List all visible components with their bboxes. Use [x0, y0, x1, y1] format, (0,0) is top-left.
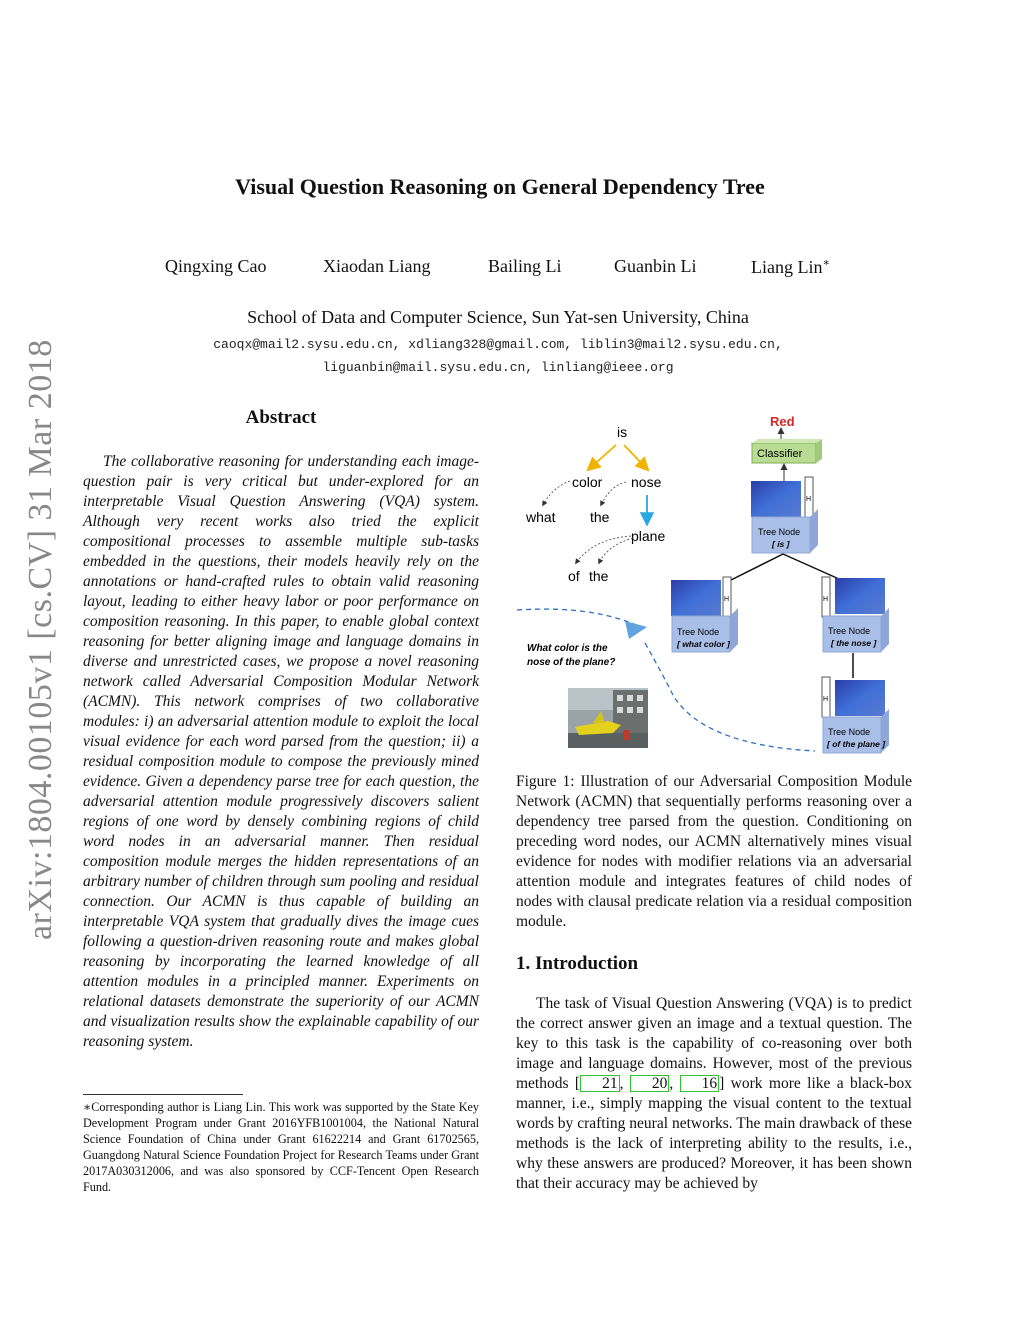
h-label: H: [806, 496, 812, 503]
word-nose: nose: [631, 474, 662, 490]
footnote: ∗Corresponding author is Liang Lin. This work was supported by the State Key Development Program under Grant 2016YFB1001004, the National Natural Science Foundation of China under Grant 61622214 and Grant 61702565, Guangdong Natural Science Foundation Project for Research Teams under Grant 2017A030312006, and was also sponsored by CCF-Tencent Open Research Fund.: [83, 1100, 479, 1194]
intro-paragraph: [516, 994, 912, 1194]
word-is: is: [617, 424, 628, 440]
author-name: Bailing Li: [488, 256, 562, 276]
author-name: Xiaodan Liang: [323, 256, 431, 276]
h-label: H: [823, 696, 829, 703]
classifier-side: [816, 439, 822, 463]
word-the-2: the: [589, 568, 609, 584]
h-label: H: [724, 596, 730, 603]
figure-diagram: [513, 405, 913, 765]
cite-separator: ,: [619, 1075, 630, 1092]
citation-link[interactable]: 21: [580, 1075, 620, 1092]
word-color: color: [572, 474, 603, 490]
arrow-nose-the: [601, 482, 626, 505]
question-line: What color is the: [527, 643, 608, 654]
paper-title: Visual Question Reasoning on General Dependency Tree: [235, 174, 765, 199]
edge-root-left: [725, 554, 783, 583]
attention-map: [751, 481, 801, 517]
footnote-rule: [83, 1094, 243, 1095]
arrow-color-what: [543, 481, 570, 505]
node-title: Tree Node: [758, 527, 801, 537]
author-name-corresponding: [751, 256, 830, 278]
classifier-label: Classifier: [757, 448, 803, 460]
intro-text: ] work more like a black-box manner, i.e., simply mapping the visual content to the textual words by crafting neural networks. The main drawback of these methods is the lack of interpreting ability to the results, i.e., why these answers are produced? Moreover, it has been shown that their accuracy may be achieved by: [516, 1075, 913, 1192]
emails-line: liguanbin@mail.sysu.edu.cn, linliang@ieee.org: [322, 360, 674, 375]
intro-body: [516, 994, 912, 1194]
dashed-flow-image: [645, 643, 815, 751]
attention-map: [835, 680, 885, 716]
node-title: Tree Node: [828, 626, 871, 636]
answer-label: Red: [770, 414, 795, 429]
node-sub: [ the nose ]: [831, 638, 877, 648]
author-name: Liang Lin: [751, 257, 823, 277]
abstract-heading: Abstract: [245, 407, 317, 428]
node-sub: [ what color ]: [677, 639, 730, 649]
figure-1: [513, 405, 913, 765]
attention-map: [835, 578, 885, 614]
arxiv-stamp: arXiv:1804.00105v1 [cs.CV] 31 Mar 2018: [22, 339, 59, 940]
abstract-text: The collaborative reasoning for understanding each image-question pair is very critical but under-explored for an interpretable Visual Question Answering (VQA) system. Although very recent works also tried the explicit compositional processes to assemble multiple sub-tasks embedded in the questions, their models heavily rely on the annotations or hand-crafted rules to obtain valid reasoning layout, leading to either heavy labor or poor performance on composition reasoning. In this paper, to enable global context reasoning for better aligning image and language domains in diverse and unrestricted cases, we propose a novel reasoning network called Adversarial Composition Modular Network (ACMN). This network comprises of two collaborative modules: i) an adversarial attention module to exploit the local visual evidence for each word parsed from the question; ii) a residual composition module to compose the previously mined evidence. Given a dependency parse tree for each question, the adversarial attention module progressively discovers salient regions of one word by densely combining regions of child word nodes in an adversarial manner. Then residual composition module merges the hidden representations of an arbitrary number of children through sum pooling and residual connection. Our ACMN is thus capable of building an interpretable VQA system that gradually dives the image cues following a question-driven reasoning route and makes global reasoning by incorporating the learned knowledge of all attention modules in a principled manner. Experiments on relational datasets demonstrate the superiority of our ACMN and visualization results show the explainable capability of our reasoning system.: [83, 453, 479, 1050]
section-heading: 1. Introduction: [516, 953, 639, 974]
cite-separator: ,: [669, 1075, 680, 1092]
classifier-top: [752, 439, 822, 443]
arrow-plane-the: [599, 538, 633, 563]
author-name: Qingxing Cao: [165, 256, 267, 276]
citation-link[interactable]: 20: [630, 1075, 670, 1092]
word-the: the: [590, 509, 610, 525]
affiliation: School of Data and Computer Science, Sun Yat-sen University, China: [247, 307, 749, 327]
abstract-body: [83, 452, 479, 1052]
corresponding-mark: ∗: [822, 257, 830, 269]
citation-link[interactable]: 16: [680, 1075, 720, 1092]
word-what: what: [526, 509, 556, 525]
node-title: Tree Node: [677, 627, 720, 637]
node-title: Tree Node: [828, 727, 871, 737]
question-line: nose of the plane?: [527, 657, 616, 668]
input-photo: [568, 688, 648, 748]
word-of: of: [568, 568, 580, 584]
intro-text: The task of Visual Question Answering (VQA) is to predict the correct answer given an image and a textual question. The key to this task is the capability of co-reasoning over both image and language domains. However, most of the previous methods [: [516, 995, 912, 1092]
node-sub: [ is ]: [772, 539, 790, 549]
emails-line: caoqx@mail2.sysu.edu.cn, xdliang328@gmail.com, liblin3@mail2.sysu.edu.cn,: [213, 337, 783, 352]
arrow-is-color: [589, 445, 616, 469]
tree-node-side: [881, 608, 889, 652]
arrow-plane-of: [576, 536, 631, 563]
dashed-flow-question: [517, 609, 641, 627]
arrow-is-nose: [624, 445, 647, 469]
attention-map: [671, 580, 721, 616]
author-name: Guanbin Li: [614, 256, 697, 276]
flow-arrowhead: [625, 621, 647, 639]
word-plane: plane: [631, 528, 666, 544]
h-label: H: [823, 596, 829, 603]
figure-caption: Figure 1: Illustration of our Adversarial Composition Module Network (ACMN) that sequentially performs reasoning over a dependency tree parsed from the question. Conditioning on preceding word nodes, our ACMN alternatively mines visual evidence for nodes with modifier relations via an adversarial attention module and integrates features of child nodes of nodes with clausal predicate relation via a residual composition module.: [516, 773, 912, 930]
node-sub: [ of the plane ]: [827, 739, 886, 749]
